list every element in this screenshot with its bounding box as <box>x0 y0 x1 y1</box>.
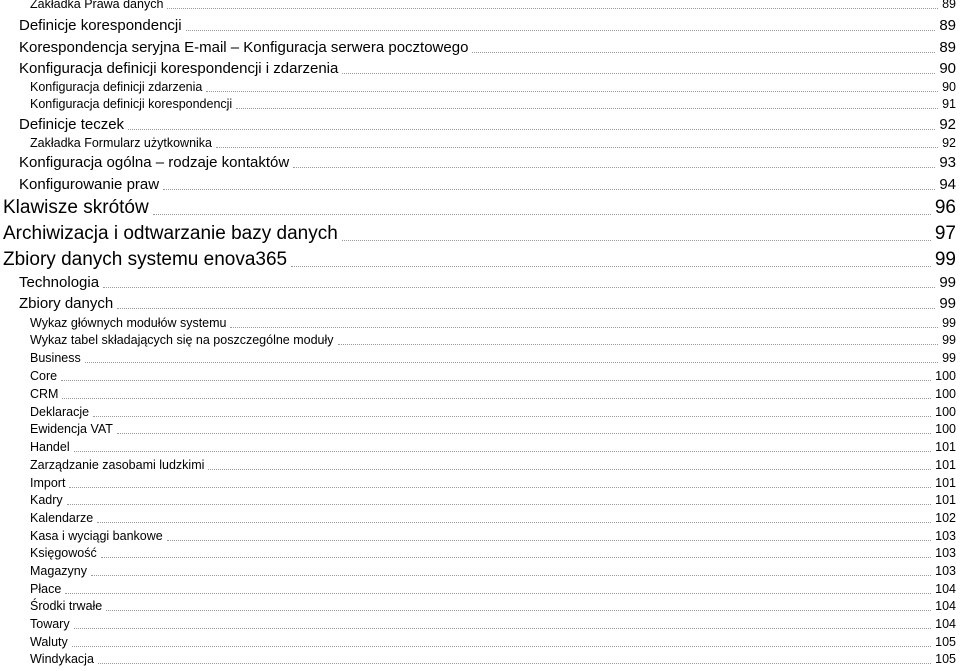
toc-entry[interactable] <box>30 334 956 347</box>
toc-entry[interactable] <box>19 155 956 170</box>
dot-leader <box>342 73 935 74</box>
toc-entry-page: 101 <box>935 493 956 507</box>
toc-entry-title: Konfiguracja definicji zdarzenia <box>30 80 203 94</box>
toc-entry-title: Zbiory danych systemu enova365 <box>3 249 288 270</box>
toc-entry-page: 99 <box>939 295 956 312</box>
dot-leader <box>93 416 931 417</box>
toc-entry-title: CRM <box>30 387 59 401</box>
toc-entry-title: Konfiguracja definicji korespondencji i zdarzenia <box>19 60 339 77</box>
toc-entry[interactable] <box>30 441 956 454</box>
toc-entry[interactable] <box>3 250 956 269</box>
dot-leader <box>106 610 931 611</box>
toc-entry[interactable] <box>30 352 956 365</box>
dot-leader <box>69 487 931 488</box>
toc-entry-page: 101 <box>935 440 956 454</box>
toc-entry[interactable] <box>30 81 956 94</box>
toc-entry-page: 92 <box>939 116 956 133</box>
toc-entry-page: 100 <box>935 369 956 383</box>
toc-entry-title: Konfigurowanie praw <box>19 176 160 193</box>
toc-entry-title: Konfiguracja ogólna – rodzaje kontaktów <box>19 154 290 171</box>
toc-entry[interactable] <box>30 547 956 560</box>
toc-entry-title: Płace <box>30 582 62 596</box>
toc-entry-page: 96 <box>934 197 956 218</box>
dot-leader <box>163 189 935 190</box>
toc-entry-page: 103 <box>935 529 956 543</box>
toc-entry[interactable] <box>3 224 956 243</box>
toc-entry-page: 103 <box>935 546 956 560</box>
dot-leader <box>216 147 938 148</box>
dot-leader <box>103 287 935 288</box>
toc-entry-title: Archiwizacja i odtwarzanie bazy danych <box>3 223 338 244</box>
toc-entry-page: 89 <box>942 0 956 11</box>
toc-entry[interactable] <box>19 275 956 290</box>
toc-entry[interactable] <box>19 40 956 55</box>
toc-entry-title: Korespondencja seryjna E-mail – Konfiguracja serwera pocztowego <box>19 39 469 56</box>
toc-entry-page: 104 <box>935 617 956 631</box>
dot-leader <box>291 266 931 267</box>
toc-entry[interactable] <box>30 600 956 613</box>
toc-entry-title: Klawisze skrótów <box>3 197 149 218</box>
dot-leader <box>236 108 938 109</box>
toc-entry[interactable] <box>30 388 956 401</box>
dot-leader <box>97 522 931 523</box>
toc-entry-page: 91 <box>942 97 956 111</box>
toc-entry-page: 100 <box>935 405 956 419</box>
dot-leader <box>61 380 931 381</box>
dot-leader <box>186 30 936 31</box>
toc-entry[interactable] <box>19 61 956 76</box>
toc-entry-page: 103 <box>935 564 956 578</box>
toc-entry-page: 99 <box>942 333 956 347</box>
toc-entry-page: 94 <box>939 176 956 193</box>
toc-entry-page: 93 <box>939 154 956 171</box>
toc-entry-page: 90 <box>942 80 956 94</box>
toc-entry-title: Kalendarze <box>30 511 94 525</box>
toc-entry-title: Import <box>30 476 66 490</box>
toc-entry-page: 100 <box>935 387 956 401</box>
dot-leader <box>342 240 931 241</box>
toc-entry-title: Core <box>30 369 58 383</box>
toc-entry-page: 99 <box>939 274 956 291</box>
toc-entry-title: Kadry <box>30 493 63 507</box>
dot-leader <box>167 8 938 9</box>
toc-entry-title: Waluty <box>30 635 68 649</box>
toc-entry-title: Ewidencja VAT <box>30 422 113 436</box>
toc-entry-title: Business <box>30 351 81 365</box>
toc-entry[interactable] <box>30 494 956 507</box>
toc-entry-title: Środki trwałe <box>30 599 103 613</box>
toc-entry[interactable] <box>30 137 956 150</box>
dot-leader <box>65 593 931 594</box>
toc-entry-title: Zakładka Prawa danych <box>30 0 164 11</box>
toc-entry-title: Wykaz głównych modułów systemu <box>30 316 227 330</box>
dot-leader <box>293 167 935 168</box>
toc-entry-page: 105 <box>935 652 956 666</box>
dot-leader <box>338 344 939 345</box>
toc-entry-title: Wykaz tabel składających się na poszczególne moduły <box>30 333 334 347</box>
toc-entry-title: Deklaracje <box>30 405 90 419</box>
dot-leader <box>167 540 931 541</box>
toc-entry-page: 99 <box>934 249 956 270</box>
toc-entry-title: Towary <box>30 617 70 631</box>
dot-leader <box>85 362 938 363</box>
toc-entry-page: 100 <box>935 422 956 436</box>
toc-entry-title: Definicje korespondencji <box>19 17 182 34</box>
toc-entry-title: Magazyny <box>30 564 87 578</box>
toc-entry[interactable] <box>30 459 956 472</box>
toc-entry[interactable] <box>30 565 956 578</box>
toc-entry-title: Księgowość <box>30 546 97 560</box>
toc-entry-page: 92 <box>942 136 956 150</box>
toc-entry-page: 89 <box>939 17 956 34</box>
dot-leader <box>91 575 931 576</box>
toc-entry[interactable] <box>30 618 956 631</box>
toc-entry-page: 102 <box>935 511 956 525</box>
dot-leader <box>117 308 935 309</box>
dot-leader <box>230 327 938 328</box>
toc-entry[interactable] <box>19 296 956 311</box>
dot-leader <box>72 646 931 647</box>
dot-leader <box>98 663 931 664</box>
toc-entry[interactable] <box>30 653 956 666</box>
toc-entry[interactable] <box>3 198 956 217</box>
toc-entry-page: 105 <box>935 635 956 649</box>
toc-entry-page: 90 <box>939 60 956 77</box>
dot-leader <box>74 451 932 452</box>
dot-leader <box>208 469 931 470</box>
toc-entry[interactable] <box>30 406 956 419</box>
toc-entry[interactable] <box>30 636 956 649</box>
dot-leader <box>67 504 931 505</box>
toc-entry[interactable] <box>19 117 956 132</box>
dot-leader <box>101 557 931 558</box>
toc-entry-title: Zbiory danych <box>19 295 114 312</box>
toc-entry-page: 89 <box>939 39 956 56</box>
toc-entry[interactable] <box>30 477 956 490</box>
dot-leader <box>472 52 935 53</box>
dot-leader <box>206 91 938 92</box>
toc-entry[interactable] <box>19 177 956 192</box>
toc-entry[interactable] <box>30 583 956 596</box>
toc-entry[interactable] <box>30 98 956 111</box>
toc-entry[interactable] <box>30 317 956 330</box>
dot-leader <box>128 129 935 130</box>
toc-entry-page: 104 <box>935 599 956 613</box>
toc-entry-page: 97 <box>934 223 956 244</box>
toc-entry-page: 99 <box>942 316 956 330</box>
dot-leader <box>74 628 932 629</box>
toc-entry-title: Konfiguracja definicji korespondencji <box>30 97 233 111</box>
toc-entry-title: Windykacja <box>30 652 94 666</box>
toc-entry[interactable] <box>30 530 956 543</box>
toc-entry[interactable] <box>30 0 956 11</box>
toc-entry[interactable] <box>30 512 956 525</box>
toc-entry-page: 104 <box>935 582 956 596</box>
toc-entry-page: 101 <box>935 476 956 490</box>
toc-entry-title: Handel <box>30 440 70 454</box>
toc-entry[interactable] <box>30 423 956 436</box>
toc-entry-title: Zarządzanie zasobami ludzkimi <box>30 458 205 472</box>
dot-leader <box>117 433 931 434</box>
toc-entry-title: Technologia <box>19 274 100 291</box>
toc-entry-title: Zakładka Formularz użytkownika <box>30 136 213 150</box>
toc-entry-page: 99 <box>942 351 956 365</box>
dot-leader <box>62 398 931 399</box>
toc-entry-page: 101 <box>935 458 956 472</box>
toc-entry-title: Definicje teczek <box>19 116 125 133</box>
toc-entry-title: Kasa i wyciągi bankowe <box>30 529 163 543</box>
dot-leader <box>153 214 931 215</box>
toc-entry[interactable] <box>19 18 956 33</box>
toc-entry[interactable] <box>30 370 956 383</box>
